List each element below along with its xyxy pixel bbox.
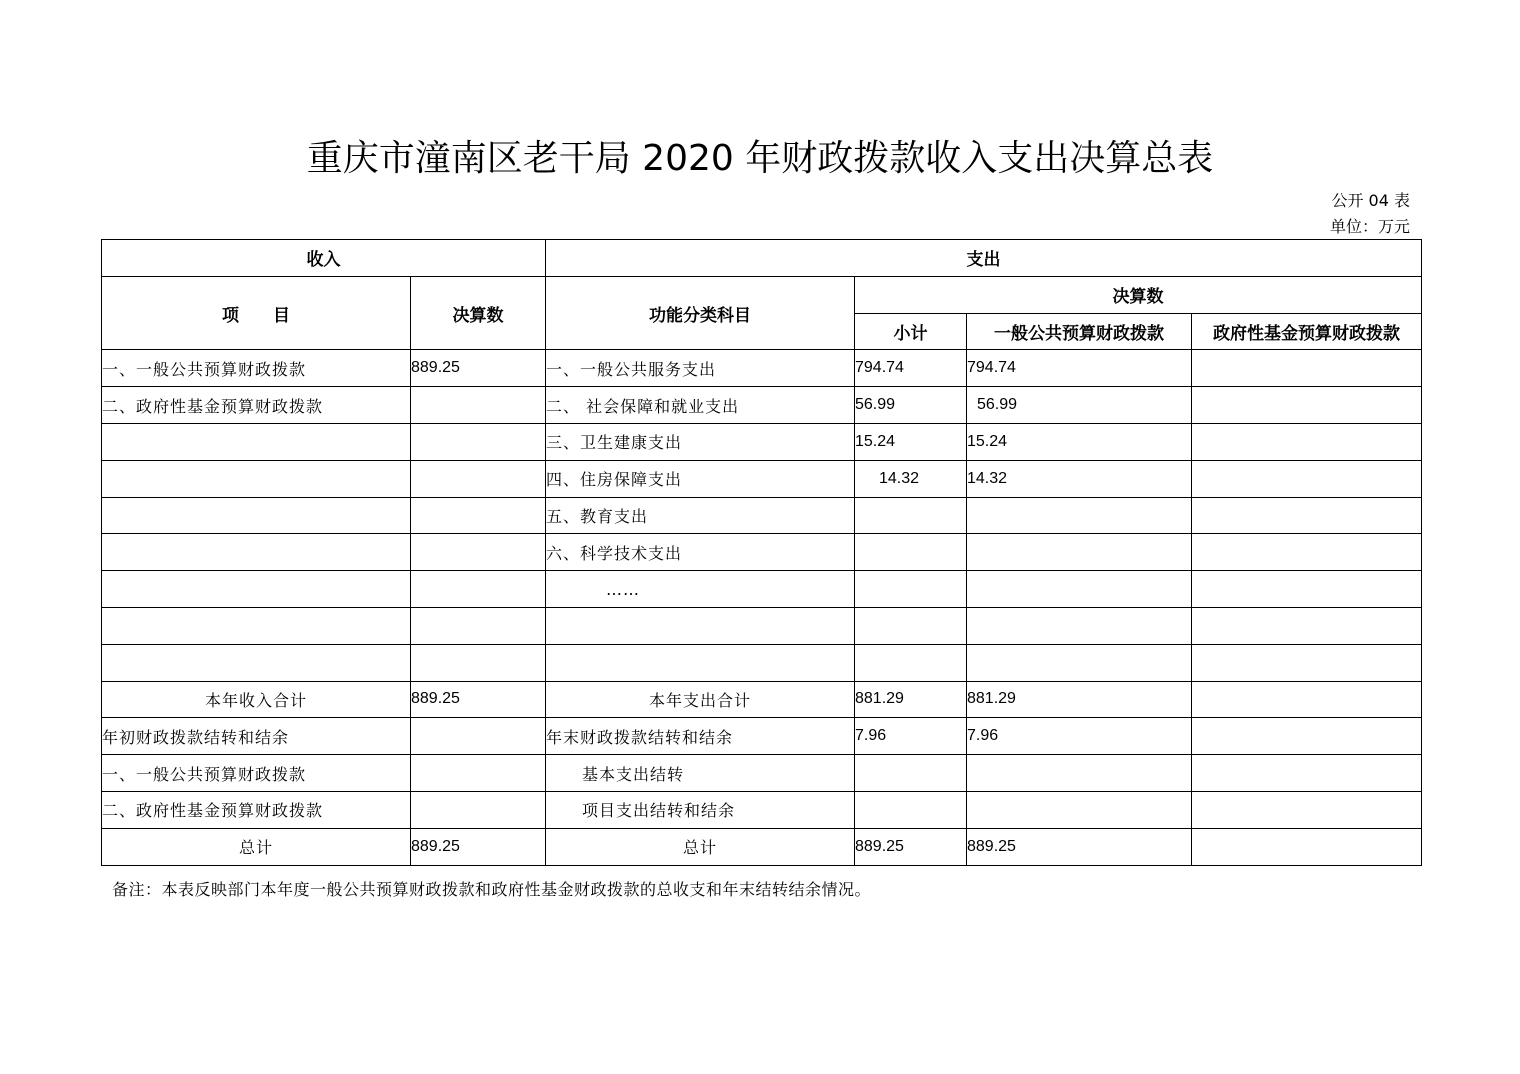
subtotal-cell: 14.32 — [855, 460, 967, 497]
expense-item-cell: 基本支出结转 — [546, 755, 855, 792]
income-amount-cell — [411, 607, 546, 644]
general-cell — [967, 791, 1192, 828]
expense-item-cell: 五、教育支出 — [546, 497, 855, 534]
table-row — [102, 460, 1422, 497]
income-amount-cell — [411, 571, 546, 608]
general-budget-header: 一般公共预算财政拨款 — [967, 313, 1192, 350]
header-row-2 — [102, 276, 1422, 313]
general-cell — [967, 607, 1192, 644]
income-amount-cell: 889.25 — [411, 828, 546, 865]
income-item-cell: 一、一般公共预算财政拨款 — [102, 350, 411, 387]
page-title: 重庆市潼南区老干局 2020 年财政拨款收入支出决算总表 — [306, 138, 1214, 179]
expense-item-cell: 年末财政拨款结转和结余 — [546, 718, 855, 755]
expense-item-cell: 一、一般公共服务支出 — [546, 350, 855, 387]
table-row — [102, 755, 1422, 792]
general-cell: 794.74 — [967, 350, 1192, 387]
expense-item-cell: 本年支出合计 — [546, 681, 855, 718]
expense-item-cell: 六、科学技术支出 — [546, 534, 855, 571]
expense-item-cell: 二、 社会保障和就业支出 — [546, 387, 855, 424]
general-cell — [967, 644, 1192, 681]
fund-budget-header: 政府性基金预算财政拨款 — [1192, 313, 1422, 350]
income-item-cell — [102, 497, 411, 534]
income-amount-cell — [411, 497, 546, 534]
table-row — [102, 350, 1422, 387]
item-header: 项 目 — [102, 276, 411, 350]
final-amount-group-header: 决算数 — [855, 276, 1422, 313]
unit-label: 单位：万元 — [1329, 217, 1410, 236]
budget-summary-table — [101, 239, 1422, 866]
fund-cell — [1192, 828, 1422, 865]
fund-cell — [1192, 497, 1422, 534]
subtotal-cell — [855, 607, 967, 644]
income-item-cell — [102, 607, 411, 644]
general-cell: 14.32 — [967, 460, 1192, 497]
expense-item-cell: 项目支出结转和结余 — [546, 791, 855, 828]
expense-item-cell — [546, 607, 855, 644]
expense-item-cell — [546, 644, 855, 681]
expense-item-cell: …… — [546, 571, 855, 608]
subtotal-cell: 15.24 — [855, 423, 967, 460]
fund-cell — [1192, 387, 1422, 424]
fund-cell — [1192, 718, 1422, 755]
table-row — [102, 607, 1422, 644]
subtotal-cell — [855, 571, 967, 608]
table-row — [102, 497, 1422, 534]
general-cell — [967, 497, 1192, 534]
income-item-cell — [102, 460, 411, 497]
income-item-cell — [102, 644, 411, 681]
general-cell: 881.29 — [967, 681, 1192, 718]
final-amount-header: 决算数 — [411, 276, 546, 350]
fund-cell — [1192, 423, 1422, 460]
subtotal-cell — [855, 791, 967, 828]
subtotal-cell — [855, 644, 967, 681]
general-cell: 15.24 — [967, 423, 1192, 460]
subtotal-cell: 56.99 — [855, 387, 967, 424]
table-row — [102, 534, 1422, 571]
function-category-header: 功能分类科目 — [546, 276, 855, 350]
income-item-cell — [102, 423, 411, 460]
table-row — [102, 681, 1422, 718]
table-row — [102, 387, 1422, 424]
table-row — [102, 828, 1422, 865]
income-amount-cell — [411, 755, 546, 792]
table-row — [102, 644, 1422, 681]
income-amount-cell: 889.25 — [411, 350, 546, 387]
income-amount-cell — [411, 387, 546, 424]
subtotal-header: 小计 — [855, 313, 967, 350]
income-amount-cell — [411, 460, 546, 497]
fund-cell — [1192, 755, 1422, 792]
general-cell — [967, 755, 1192, 792]
table-row — [102, 423, 1422, 460]
subtotal-cell — [855, 497, 967, 534]
table-code: 公开 04 表 — [1331, 191, 1410, 210]
fund-cell — [1192, 791, 1422, 828]
table-row — [102, 791, 1422, 828]
subtotal-cell: 794.74 — [855, 350, 967, 387]
subtotal-cell: 889.25 — [855, 828, 967, 865]
income-item-cell: 一、一般公共预算财政拨款 — [102, 755, 411, 792]
subtotal-cell — [855, 534, 967, 571]
subtotal-cell: 881.29 — [855, 681, 967, 718]
header-row-1 — [102, 240, 1422, 277]
income-item-cell — [102, 534, 411, 571]
income-amount-cell — [411, 791, 546, 828]
income-amount-cell — [411, 423, 546, 460]
fund-cell — [1192, 681, 1422, 718]
subtotal-cell: 7.96 — [855, 718, 967, 755]
income-item-cell — [102, 571, 411, 608]
fund-cell — [1192, 534, 1422, 571]
expense-header: 支出 — [546, 240, 1422, 277]
income-amount-cell — [411, 644, 546, 681]
income-amount-cell: 889.25 — [411, 681, 546, 718]
footnote: 备注：本表反映部门本年度一般公共预算财政拨款和政府性基金财政拨款的总收支和年末结转结余情况。 — [112, 880, 872, 899]
fund-cell — [1192, 460, 1422, 497]
income-item-cell: 总计 — [102, 828, 411, 865]
expense-item-cell: 四、住房保障支出 — [546, 460, 855, 497]
general-cell — [967, 571, 1192, 608]
general-cell: 7.96 — [967, 718, 1192, 755]
income-item-cell: 二、政府性基金预算财政拨款 — [102, 387, 411, 424]
fund-cell — [1192, 607, 1422, 644]
fund-cell — [1192, 350, 1422, 387]
income-item-cell: 本年收入合计 — [102, 681, 411, 718]
income-item-cell: 二、政府性基金预算财政拨款 — [102, 791, 411, 828]
income-amount-cell — [411, 534, 546, 571]
general-cell: 889.25 — [967, 828, 1192, 865]
fund-cell — [1192, 571, 1422, 608]
income-header: 收入 — [102, 240, 546, 277]
expense-item-cell: 总计 — [546, 828, 855, 865]
general-cell: 56.99 — [967, 387, 1192, 424]
table-row — [102, 718, 1422, 755]
subtotal-cell — [855, 755, 967, 792]
expense-item-cell: 三、卫生建康支出 — [546, 423, 855, 460]
income-amount-cell — [411, 718, 546, 755]
income-item-cell: 年初财政拨款结转和结余 — [102, 718, 411, 755]
general-cell — [967, 534, 1192, 571]
fund-cell — [1192, 644, 1422, 681]
table-row — [102, 571, 1422, 608]
